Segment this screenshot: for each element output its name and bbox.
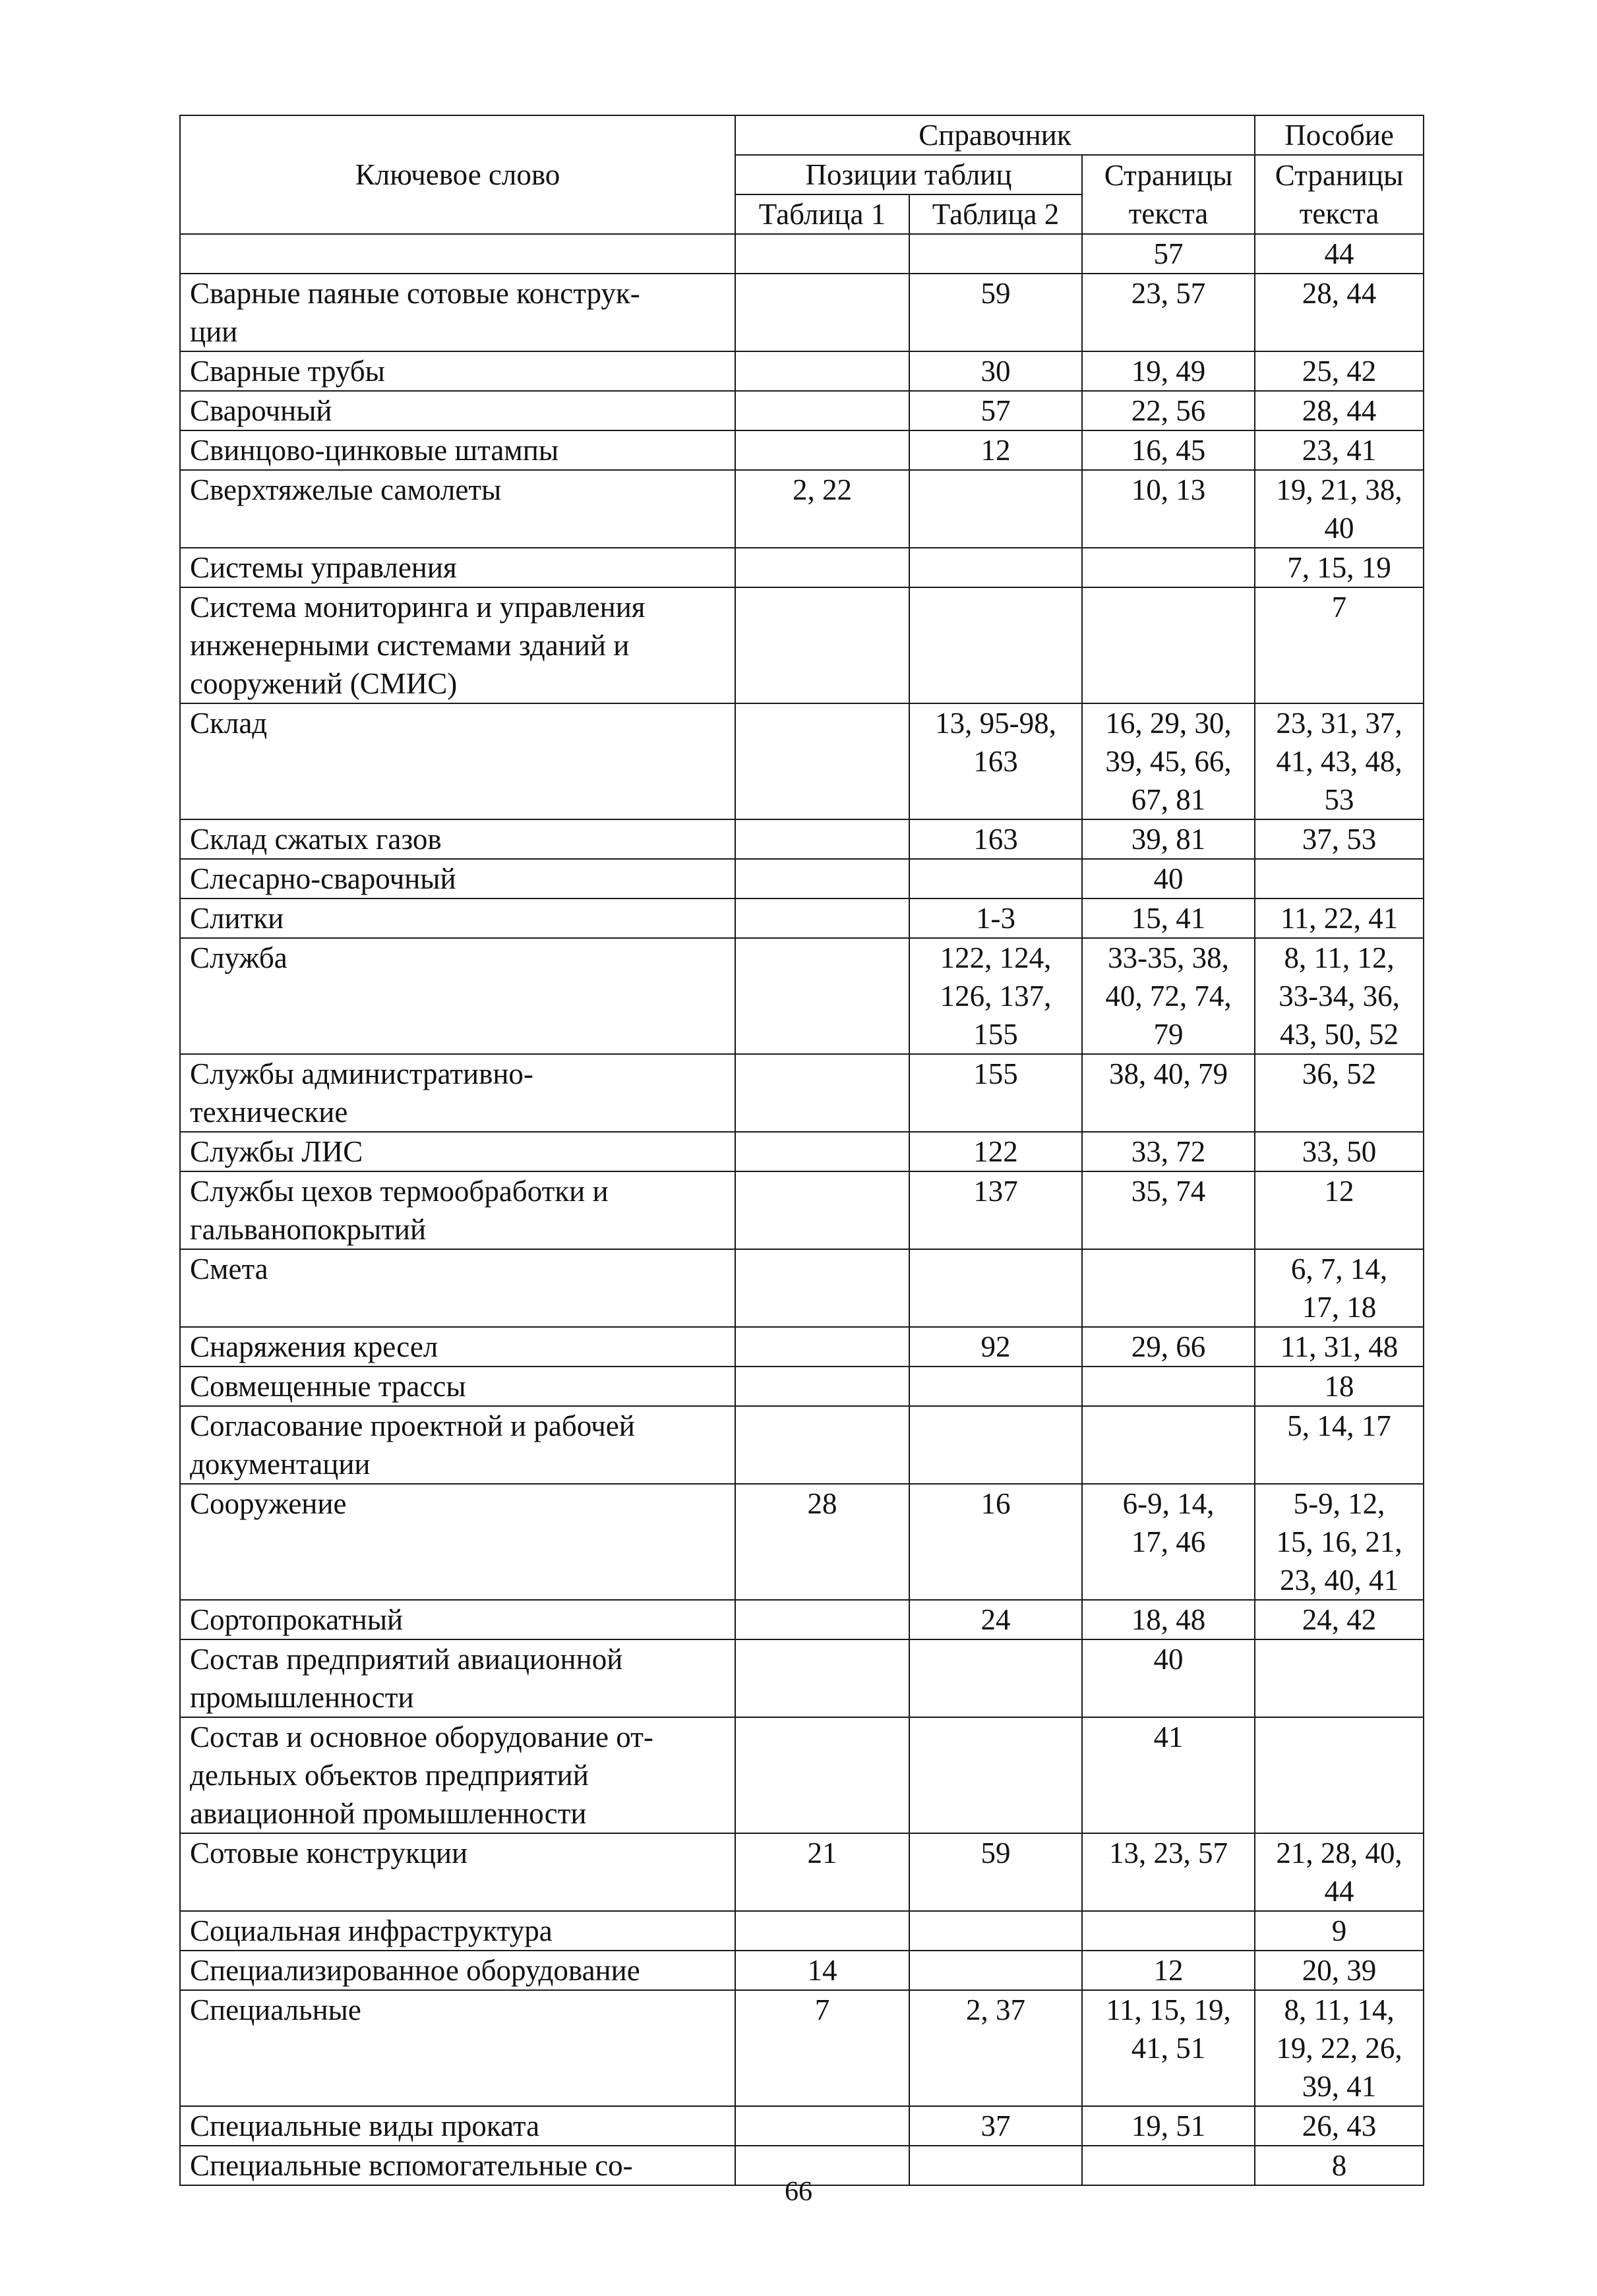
- table2-cell: 16: [909, 1484, 1082, 1600]
- keyword-cell: Службы цехов термообработки и гальванопокрытий: [180, 1171, 735, 1249]
- keyword-cell: Службы ЛИС: [180, 1132, 735, 1171]
- spravochnik-pages-cell: 13, 23, 57: [1082, 1833, 1255, 1911]
- table1-cell: [735, 1054, 909, 1132]
- table1-cell: [735, 1717, 909, 1833]
- keyword-cell: Сварные трубы: [180, 351, 735, 391]
- header-row-1: [180, 115, 1424, 155]
- posobie-pages-cell: 37, 53: [1255, 819, 1424, 859]
- table1-cell: 28: [735, 1484, 909, 1600]
- spravochnik-pages-cell: 18, 48: [1082, 1600, 1255, 1639]
- table-row: [180, 898, 1424, 938]
- spravochnik-pages-cell: 57: [1082, 234, 1255, 274]
- spravochnik-pages-cell: 33, 72: [1082, 1132, 1255, 1171]
- table2-cell: [909, 1249, 1082, 1327]
- table2-cell: 1-3: [909, 898, 1082, 938]
- spravochnik-pages-cell: 33-35, 38, 40, 72, 74, 79: [1082, 938, 1255, 1054]
- table2-cell: [909, 1911, 1082, 1951]
- table2-cell: 137: [909, 1171, 1082, 1249]
- table1-cell: [735, 938, 909, 1054]
- table2-cell: [909, 1367, 1082, 1406]
- table-header: [180, 115, 1424, 234]
- table-row: [180, 587, 1424, 703]
- table-row: [180, 1406, 1424, 1484]
- table2-cell: 30: [909, 351, 1082, 391]
- table-row: [180, 938, 1424, 1054]
- table2-cell: [909, 1951, 1082, 1990]
- posobie-pages-cell: 23, 41: [1255, 430, 1424, 470]
- table2-cell: [909, 1639, 1082, 1717]
- keyword-cell: Социальная инфраструктура: [180, 1911, 735, 1951]
- spravochnik-pages-cell: [1082, 548, 1255, 587]
- table-row: [180, 1951, 1424, 1990]
- table2-cell: [909, 1406, 1082, 1484]
- table1-cell: [735, 430, 909, 470]
- posobie-pages-cell: 8, 11, 14, 19, 22, 26, 39, 41: [1255, 1990, 1424, 2106]
- keyword-cell: Сварочный: [180, 391, 735, 430]
- table1-cell: [735, 1327, 909, 1367]
- table-row: [180, 1639, 1424, 1717]
- table2-cell: [909, 1717, 1082, 1833]
- spravochnik-pages-cell: 41: [1082, 1717, 1255, 1833]
- table-row: [180, 819, 1424, 859]
- posobie-pages-cell: 44: [1255, 234, 1424, 274]
- keyword-cell: [180, 234, 735, 274]
- table-row: [180, 470, 1424, 548]
- header-stranicy-teksta-posobie: Страницы текста: [1255, 155, 1424, 234]
- spravochnik-pages-cell: 29, 66: [1082, 1327, 1255, 1367]
- table1-cell: [735, 587, 909, 703]
- table-row: [180, 274, 1424, 351]
- table2-cell: 37: [909, 2106, 1082, 2146]
- table2-cell: [909, 587, 1082, 703]
- table-row: [180, 1327, 1424, 1367]
- keyword-cell: Совмещенные трассы: [180, 1367, 735, 1406]
- spravochnik-pages-cell: [1082, 587, 1255, 703]
- header-keyword: Ключевое слово: [180, 115, 735, 234]
- table2-cell: 59: [909, 1833, 1082, 1911]
- table-row: [180, 1171, 1424, 1249]
- posobie-pages-cell: 11, 31, 48: [1255, 1327, 1424, 1367]
- posobie-pages-cell: [1255, 1639, 1424, 1717]
- table-body: [180, 234, 1424, 2185]
- keyword-cell: Склад: [180, 703, 735, 819]
- spravochnik-pages-cell: 35, 74: [1082, 1171, 1255, 1249]
- table-row: [180, 859, 1424, 898]
- keyword-cell: Сортопрокатный: [180, 1600, 735, 1639]
- table1-cell: [735, 391, 909, 430]
- table1-cell: [735, 1639, 909, 1717]
- header-spravochnik: Справочник: [735, 115, 1255, 155]
- table2-cell: [909, 470, 1082, 548]
- keyword-index-table: [179, 115, 1424, 2186]
- posobie-pages-cell: 28, 44: [1255, 274, 1424, 351]
- posobie-pages-cell: [1255, 859, 1424, 898]
- spravochnik-pages-cell: 15, 41: [1082, 898, 1255, 938]
- spravochnik-pages-cell: 40: [1082, 1639, 1255, 1717]
- spravochnik-pages-cell: 40: [1082, 859, 1255, 898]
- table-row: [180, 1484, 1424, 1600]
- table1-cell: [735, 234, 909, 274]
- spravochnik-pages-cell: 39, 81: [1082, 819, 1255, 859]
- posobie-pages-cell: 28, 44: [1255, 391, 1424, 430]
- spravochnik-pages-cell: 12: [1082, 1951, 1255, 1990]
- table2-cell: 24: [909, 1600, 1082, 1639]
- keyword-cell: Слитки: [180, 898, 735, 938]
- table1-cell: [735, 1911, 909, 1951]
- keyword-cell: Сварные паяные сотовые конструк- ции: [180, 274, 735, 351]
- keyword-cell: Специальные вспомогательные со-: [180, 2146, 735, 2185]
- spravochnik-pages-cell: 16, 29, 30, 39, 45, 66, 67, 81: [1082, 703, 1255, 819]
- table2-cell: 13, 95-98, 163: [909, 703, 1082, 819]
- spravochnik-pages-cell: [1082, 1406, 1255, 1484]
- table2-cell: 59: [909, 274, 1082, 351]
- posobie-pages-cell: 8: [1255, 2146, 1424, 2185]
- keyword-cell: Система мониторинга и управления инженерными системами зданий и сооружений (СМИС): [180, 587, 735, 703]
- table1-cell: [735, 859, 909, 898]
- table-row: [180, 234, 1424, 274]
- page-number: 66: [785, 2177, 812, 2207]
- keyword-cell: Службы административно- технические: [180, 1054, 735, 1132]
- table1-cell: [735, 1132, 909, 1171]
- keyword-cell: Сооружение: [180, 1484, 735, 1600]
- table-row: [180, 430, 1424, 470]
- posobie-pages-cell: 5-9, 12, 15, 16, 21, 23, 40, 41: [1255, 1484, 1424, 1600]
- table-row: [180, 2106, 1424, 2146]
- table2-cell: [909, 548, 1082, 587]
- posobie-pages-cell: 12: [1255, 1171, 1424, 1249]
- table1-cell: 14: [735, 1951, 909, 1990]
- spravochnik-pages-cell: 10, 13: [1082, 470, 1255, 548]
- spravochnik-pages-cell: [1082, 1367, 1255, 1406]
- header-pozicii-tablic: Позиции таблиц: [735, 155, 1082, 194]
- table-row: [180, 1054, 1424, 1132]
- table1-cell: 2, 22: [735, 470, 909, 548]
- keyword-cell: Сотовые конструкции: [180, 1833, 735, 1911]
- table1-cell: [735, 1249, 909, 1327]
- spravochnik-pages-cell: 19, 49: [1082, 351, 1255, 391]
- posobie-pages-cell: 36, 52: [1255, 1054, 1424, 1132]
- table2-cell: 155: [909, 1054, 1082, 1132]
- keyword-cell: Служба: [180, 938, 735, 1054]
- table1-cell: 7: [735, 1990, 909, 2106]
- keyword-cell: Специальные виды проката: [180, 2106, 735, 2146]
- table2-cell: [909, 234, 1082, 274]
- spravochnik-pages-cell: 19, 51: [1082, 2106, 1255, 2146]
- posobie-pages-cell: 18: [1255, 1367, 1424, 1406]
- posobie-pages-cell: 5, 14, 17: [1255, 1406, 1424, 1484]
- table1-cell: [735, 898, 909, 938]
- table1-cell: [735, 1600, 909, 1639]
- table2-cell: 163: [909, 819, 1082, 859]
- header-tablica-1: Таблица 1: [735, 194, 909, 234]
- keyword-cell: Слесарно-сварочный: [180, 859, 735, 898]
- table-row: [180, 548, 1424, 587]
- posobie-pages-cell: 21, 28, 40, 44: [1255, 1833, 1424, 1911]
- keyword-cell: Смета: [180, 1249, 735, 1327]
- table1-cell: [735, 703, 909, 819]
- posobie-pages-cell: 23, 31, 37, 41, 43, 48, 53: [1255, 703, 1424, 819]
- table-row: [180, 351, 1424, 391]
- table-row: [180, 1249, 1424, 1327]
- table-row: [180, 1600, 1424, 1639]
- keyword-cell: Специальные: [180, 1990, 735, 2106]
- table-row: [180, 1990, 1424, 2106]
- keyword-cell: Согласование проектной и рабочей документации: [180, 1406, 735, 1484]
- table-row: [180, 391, 1424, 430]
- posobie-pages-cell: 7: [1255, 587, 1424, 703]
- table-row: [180, 1132, 1424, 1171]
- keyword-cell: Состав предприятий авиационной промышленности: [180, 1639, 735, 1717]
- posobie-pages-cell: 25, 42: [1255, 351, 1424, 391]
- keyword-cell: Склад сжатых газов: [180, 819, 735, 859]
- table-row: [180, 1717, 1424, 1833]
- header-posobie: Пособие: [1255, 115, 1424, 155]
- table2-cell: 2, 37: [909, 1990, 1082, 2106]
- posobie-pages-cell: 7, 15, 19: [1255, 548, 1424, 587]
- posobie-pages-cell: 19, 21, 38, 40: [1255, 470, 1424, 548]
- table1-cell: [735, 351, 909, 391]
- keyword-cell: Снаряжения кресел: [180, 1327, 735, 1367]
- posobie-pages-cell: 24, 42: [1255, 1600, 1424, 1639]
- table2-cell: [909, 859, 1082, 898]
- table2-cell: 122: [909, 1132, 1082, 1171]
- posobie-pages-cell: 33, 50: [1255, 1132, 1424, 1171]
- spravochnik-pages-cell: [1082, 1249, 1255, 1327]
- posobie-pages-cell: 26, 43: [1255, 2106, 1424, 2146]
- table-row: [180, 1367, 1424, 1406]
- table1-cell: [735, 1171, 909, 1249]
- table1-cell: [735, 2106, 909, 2146]
- posobie-pages-cell: [1255, 1717, 1424, 1833]
- keyword-cell: Состав и основное оборудование от- дельных объектов предприятий авиационной промышленности: [180, 1717, 735, 1833]
- posobie-pages-cell: 20, 39: [1255, 1951, 1424, 1990]
- table2-cell: 122, 124, 126, 137, 155: [909, 938, 1082, 1054]
- spravochnik-pages-cell: [1082, 1911, 1255, 1951]
- spravochnik-pages-cell: 22, 56: [1082, 391, 1255, 430]
- keyword-cell: Свинцово-цинковые штампы: [180, 430, 735, 470]
- table1-cell: [735, 548, 909, 587]
- posobie-pages-cell: 8, 11, 12, 33-34, 36, 43, 50, 52: [1255, 938, 1424, 1054]
- table2-cell: 12: [909, 430, 1082, 470]
- spravochnik-pages-cell: 6-9, 14, 17, 46: [1082, 1484, 1255, 1600]
- table1-cell: 21: [735, 1833, 909, 1911]
- keyword-cell: Сверхтяжелые самолеты: [180, 470, 735, 548]
- spravochnik-pages-cell: 16, 45: [1082, 430, 1255, 470]
- table2-cell: 92: [909, 1327, 1082, 1367]
- table1-cell: [735, 274, 909, 351]
- spravochnik-pages-cell: 38, 40, 79: [1082, 1054, 1255, 1132]
- table-row: [180, 1833, 1424, 1911]
- table-row: [180, 703, 1424, 819]
- table1-cell: [735, 1406, 909, 1484]
- posobie-pages-cell: 11, 22, 41: [1255, 898, 1424, 938]
- header-tablica-2: Таблица 2: [909, 194, 1082, 234]
- table-row: [180, 1911, 1424, 1951]
- spravochnik-pages-cell: 11, 15, 19, 41, 51: [1082, 1990, 1255, 2106]
- header-stranicy-teksta-spravochnik: Страницы текста: [1082, 155, 1255, 234]
- spravochnik-pages-cell: 23, 57: [1082, 274, 1255, 351]
- table1-cell: [735, 819, 909, 859]
- posobie-pages-cell: 6, 7, 14, 17, 18: [1255, 1249, 1424, 1327]
- table1-cell: [735, 1367, 909, 1406]
- table2-cell: 57: [909, 391, 1082, 430]
- keyword-cell: Системы управления: [180, 548, 735, 587]
- posobie-pages-cell: 9: [1255, 1911, 1424, 1951]
- keyword-cell: Специализированное оборудование: [180, 1951, 735, 1990]
